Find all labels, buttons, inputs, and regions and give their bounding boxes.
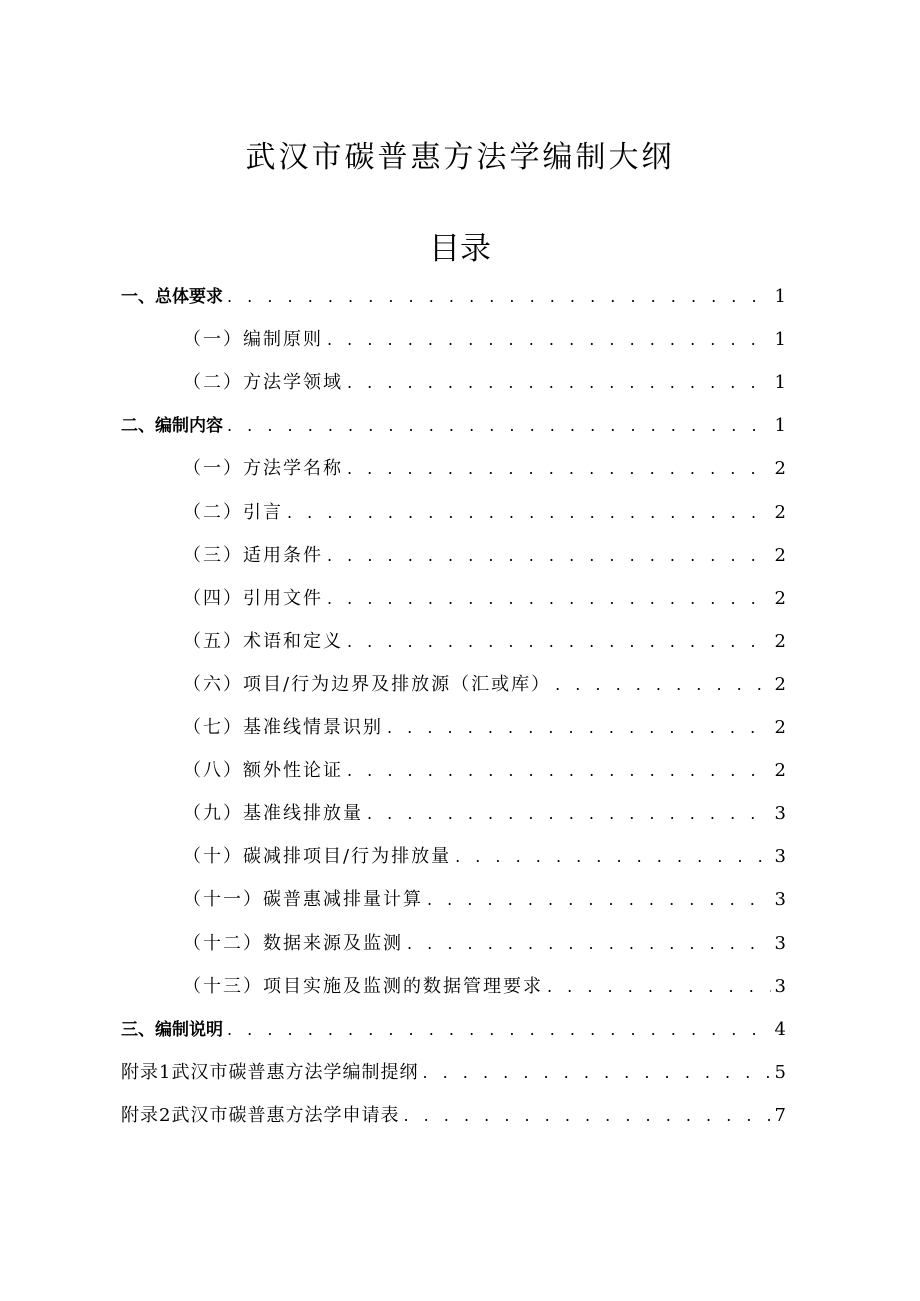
toc-entry-label: （九）基准线排放量 [183,803,363,825]
toc-dot-leader [327,584,771,614]
toc-dot-leader [422,1058,770,1088]
toc-entry-label: （一）编制原则 [183,329,323,351]
toc-entry[interactable] [0,842,920,872]
toc-dot-leader [347,756,771,786]
toc-page-number: 3 [774,846,786,868]
toc-entry[interactable] [0,799,920,829]
toc-page-number: 1 [774,329,786,351]
toc-entry-label: （四）引用文件 [183,587,323,609]
toc-page-number: 5 [774,1061,786,1083]
toc-entry[interactable] [0,282,920,312]
toc-page-number: 2 [774,501,786,523]
toc-entry-label: （十二）数据来源及监测 [183,932,403,954]
toc-page-number: 1 [774,372,786,394]
toc-page-number: 7 [774,1104,786,1126]
toc-dot-leader [347,454,771,484]
toc-entry[interactable] [0,584,920,614]
toc-entry-label: （十三）项目实施及监测的数据管理要求 [183,975,543,997]
toc-dot-leader [407,929,771,959]
toc-dot-leader [455,842,770,872]
toc-entry-label: （七）基准线情景识别 [183,717,383,738]
toc-dot-leader [327,541,771,571]
toc-dot-leader [227,1015,771,1045]
document-title: 武汉市碳普惠方法学编制大纲 [245,140,675,175]
toc-page-number: 4 [774,1018,786,1040]
toc-dot-leader [367,799,771,829]
toc-entry[interactable] [0,929,920,959]
toc-entry[interactable] [0,670,920,700]
toc-entry-label: （三）适用条件 [183,544,323,566]
toc-entry[interactable] [0,1015,920,1045]
toc-page-number: 2 [774,630,786,652]
toc-entry-label: 附录2武汉市碳普惠方法学申请表 [121,1104,400,1126]
toc-entry-label: （八）额外性论证 [183,760,343,782]
toc-entry[interactable] [0,756,920,786]
toc-page-number: 2 [774,458,786,480]
toc-entry-label: （二）引言 [183,501,283,523]
toc-page-number: 3 [774,975,786,997]
toc-entry-label: （五）术语和定义 [183,630,343,652]
toc-page-number: 1 [774,286,786,307]
toc-entry-label: （二）方法学领域 [183,372,343,394]
toc-page-number: 2 [774,587,786,609]
toc-page-number: 2 [774,760,786,782]
toc-dot-leader [555,670,770,700]
toc-entry[interactable] [0,454,920,484]
toc-entry-label: （十）碳减排项目/行为排放量 [183,846,452,868]
toc-entry[interactable] [0,885,920,915]
toc-dot-leader [347,627,771,657]
toc-entry[interactable] [0,1058,920,1088]
toc-heading: 目录 [429,231,491,267]
toc-entry[interactable] [0,368,920,398]
toc-entry-label: 三、编制说明 [121,1019,223,1040]
toc-page-number: 1 [774,415,786,437]
toc-dot-leader [403,1101,770,1131]
toc-entry[interactable] [0,972,920,1002]
toc-dot-leader [387,713,771,743]
toc-dot-leader [547,972,771,1002]
toc-page-number: 2 [774,717,786,738]
toc-page-number: 2 [774,673,786,695]
toc-dot-leader [227,282,771,312]
toc-entry-label: 一、总体要求 [121,287,223,307]
toc-dot-leader [287,498,771,528]
toc-page-number: 3 [774,889,786,911]
toc-dot-leader [347,368,771,398]
toc-entry[interactable] [0,627,920,657]
toc-entry[interactable] [0,411,920,441]
toc-entry-label: （十一）碳普惠减排量计算 [183,889,423,911]
toc-entry-label: （一）方法学名称 [183,458,343,480]
toc-entry[interactable] [0,498,920,528]
toc-page-number: 3 [774,932,786,954]
toc-page-number: 3 [774,803,786,825]
toc-dot-leader [327,325,771,355]
toc-entry-label: 附录1武汉市碳普惠方法学编制提纲 [121,1061,419,1083]
toc-page-number: 2 [774,544,786,566]
toc-entry-label: 二、编制内容 [121,416,223,437]
toc-entry[interactable] [0,1101,920,1131]
toc-entry[interactable] [0,713,920,743]
toc-dot-leader [427,885,771,915]
toc-entry[interactable] [0,541,920,571]
toc-entry[interactable] [0,325,920,355]
toc-entry-label: （六）项目/行为边界及排放源（汇或库） [183,673,552,695]
toc-dot-leader [227,411,771,441]
